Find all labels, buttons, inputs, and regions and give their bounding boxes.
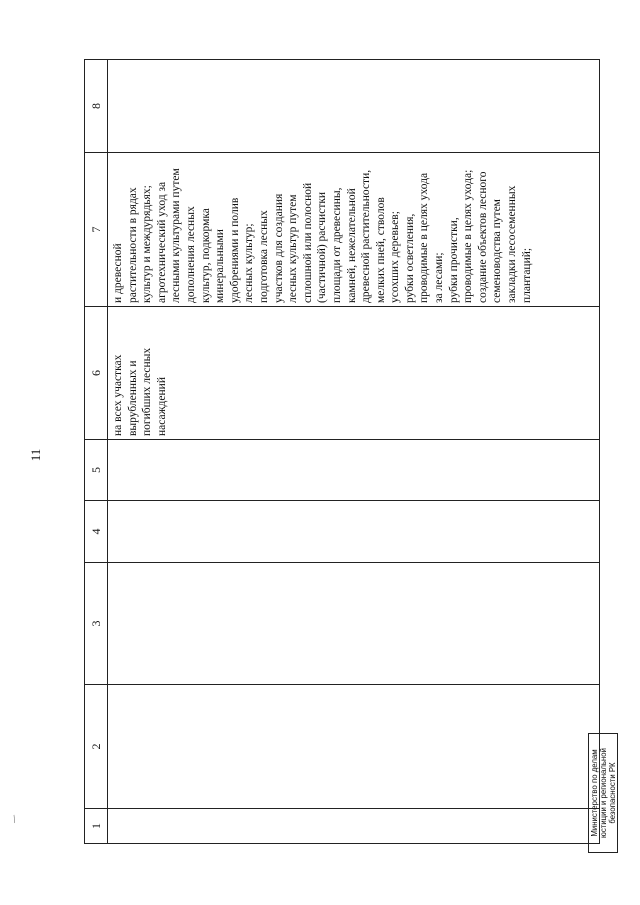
cell-text-line: проводимые в целях ухода; [462,169,475,303]
data-table [84,59,600,844]
cell-text-line: подготовка лесных [257,210,270,303]
cell-text-line: камней, нежелательной [345,188,358,303]
table-row [108,60,600,844]
page-number: 11 [28,448,43,462]
cell-col-4 [108,501,600,563]
cell-text-line: лесных культур; [243,223,256,303]
cell-text-line: закладки лесосеменных [506,185,519,303]
cell-col-7 [108,153,600,307]
cell-text-line: лесными культурами путем [170,168,183,303]
cell-col-1 [108,809,600,844]
header-col-6: 6 [85,307,108,440]
cell-text-line: растительности в рядах [126,187,139,303]
header-col-5: 5 [85,440,108,501]
table-container [84,68,600,844]
cell-col-6 [108,307,600,440]
cell-text-line: насаждений [155,377,168,436]
cell-text-line: лесных культур путем [287,194,300,303]
cell-col-3 [108,563,600,685]
cell-text-line: сплошной или полосной [301,182,314,303]
header-col-4: 4 [85,501,108,563]
cell-text-line: за лесами; [433,252,446,303]
cell-text-line: древесной растительности, [360,169,373,303]
cell-text-line: площади от древесины, [330,187,343,303]
cell-text-line: культур и междурядьях; [141,185,154,303]
cell-text-line: проводимые в целях ухода [418,172,431,303]
cell-col-2 [108,685,600,809]
header-col-1: 1 [85,809,108,844]
cell-text-line: удобрениями и полив [228,197,241,303]
cell-text-line: рубки осветления, [403,213,416,303]
header-col-3: 3 [85,563,108,685]
cell-text-line: (частичной) расчистки [316,191,329,303]
cell-text-line: агротехнический уход за [155,181,168,303]
cell-text-line: и древесной [112,243,124,303]
cell-text-line: усохших деревьев; [389,211,402,303]
cell-text-line: минеральными [214,229,227,303]
cell-text-line: дополнения лесных [184,206,197,303]
header-col-8: 8 [85,60,108,153]
cell-text-line: погибших лесных [141,347,154,436]
cell-text-line: рубки прочистки, [447,217,460,303]
cell-text-line: культур, подкормка [199,208,212,303]
cell-col-5 [108,440,600,501]
header-col-7: 7 [85,153,108,307]
cell-text-line: мелких пней, стволов [374,197,387,303]
ministry-stamp [588,733,618,853]
cell-text-line: создание объектов лесного [476,171,489,303]
pen-mark: ⁄ [10,814,20,825]
stamp-line: безопасности РК [607,762,617,824]
cell-text-line: на всех участках [112,354,124,436]
stamp-line: юстиции и региональной [598,748,608,838]
cell-text-line: участков для создания [272,193,285,303]
cell-text-line: семеноводства путем [491,199,504,303]
cell-text-line: вырубленных и [126,360,139,436]
cell-text-line: плантаций; [520,247,533,303]
stamp-line: Министерство по делам [589,749,599,837]
header-row [85,60,108,844]
header-col-2: 2 [85,685,108,809]
cell-col-8 [108,60,600,153]
